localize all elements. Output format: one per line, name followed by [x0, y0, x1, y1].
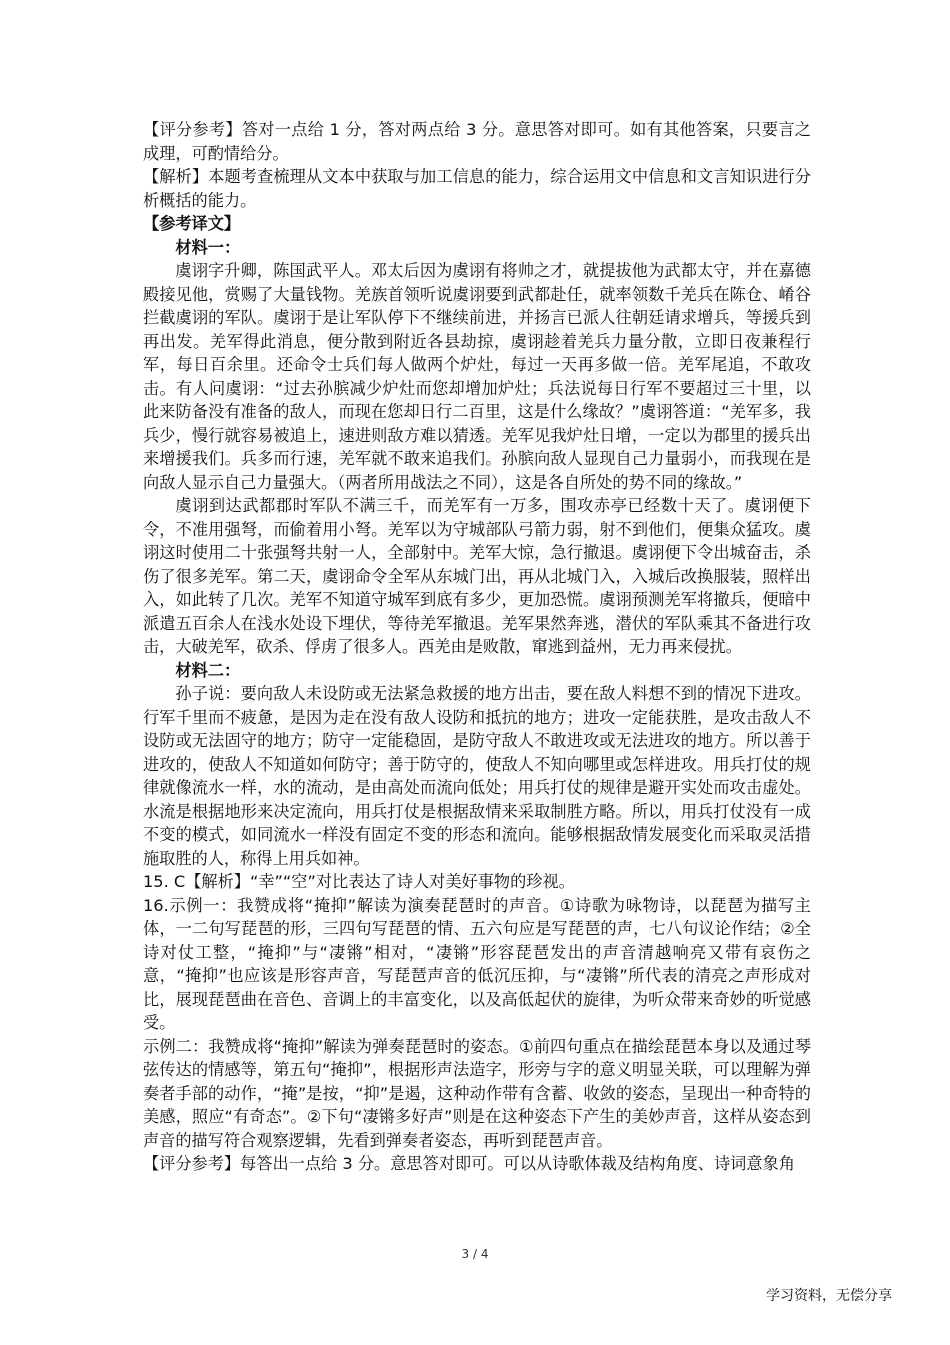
paragraph: 虞诩到达武都郡时军队不满三千，而羌军有一万多，围攻赤亭已经数十天了。虞诩便下令，不准用强弩，而偷着用小弩。羌军以为守城部队弓箭力弱，射不到他们，便集众猛攻。虞诩这时使用二十张强弩共射一人，全部射中。羌军大惊，急行撤退。虞诩便下令出城奋击，杀伤了很多羌军。第二天，虞诩命令全军从东城门出，再从北城门入，入城后改换服装，照样出入，如此转了几次。羌军不知道守城军到底有多少，更加恐慌。虞诩预测羌军将撤兵，便暗中派遣五百余人在浅水处设下埋伏，等待羌军撤退。羌军果然奔逃，潜伏的军队乘其不备进行攻击，大破羌军，砍杀、俘虏了很多人。西羌由是败散，窜逃到益州，无力再来侵扰。	[143, 496, 811, 656]
footer-note: 学习资料，无偿分享	[766, 1288, 892, 1304]
paragraph: 示例二：我赞成将“掩抑”解读为弹奏琵琶时的姿态。①前四句重点在描绘琵琶本身以及通过琴弦传达的情感等，第五句“掩抑”，根据形声法造字，形旁与字的意义明显关联，可以理解为弹奏者手部的动作，“掩”是按，“抑”是遏，这种动作带有含蓄、收敛的姿态，呈现出一种奇特的美感，照应“有奇态”。②下句“凄锵多好声”则是在这种姿态下产生的美妙声音，这样从姿态到声音的描写符合观察逻辑，先看到弹奏者姿态，再听到琵琶声音。	[143, 1036, 811, 1150]
document-body	[143, 118, 811, 1176]
paragraph: 孙子说：要向敌人未设防或无法紧急救援的地方出击，要在敌人料想不到的情况下进攻。行军千里而不疲惫，是因为走在没有敌人设防和抵抗的地方；进攻一定能获胜，是攻击敌人不设防或无法固守的地方；防守一定能稳固，是防守敌人不敢进攻或无法进攻的地方。所以善于进攻的，使敌人不知道如何防守；善于防守的，使敌人不知向哪里或怎样进攻。用兵打仗的规律就像流水一样，水的流动，是由高处而流向低处；用兵打仗的规律是避开实处而攻击虚处。水流是根据地形来决定流向，用兵打仗是根据敌情来采取制胜方略。所以，用兵打仗没有一成不变的模式，如同流水一样没有固定不变的形态和流向。能够根据敌情发展变化而采取灵活措施取胜的人，称得上用兵如神。	[143, 684, 811, 868]
page-number: 3 / 4	[461, 1247, 489, 1261]
paragraph: 材料二：	[175, 660, 241, 680]
paragraph: 15. C【解析】“幸”“空”对比表达了诗人对美好事物的珍视。	[143, 872, 575, 891]
paragraph: 【评分参考】答对一点给 1 分，答对两点给 3 分。意思答对即可。如有其他答案，只要言之成理，可酌情给分。	[143, 120, 811, 163]
paragraph: 材料一：	[175, 237, 241, 257]
paragraph: 16.示例一：我赞成将“掩抑”解读为演奏琵琶时的声音。①诗歌为咏物诗，以琵琶为描写主体，一二句写琵琶的形，三四句写琵琶的情、五六句应是写琵琶的声，七八句议论作结；②全诗对仗工整，“掩抑”与“凄锵”相对，“凄锵”形容琵琶发出的声音清越响亮又带有哀伤之意，“掩抑”也应该是形容声音，写琵琶声音的低沉压抑，与“凄锵”所代表的清亮之声形成对比，展现琵琶曲在音色、音调上的丰富变化，以及高低起伏的旋律，为听众带来奇妙的听觉感受。	[143, 895, 811, 1032]
paragraph: 【参考译文】	[143, 214, 241, 233]
paragraph: 【评分参考】每答出一点给 3 分。意思答对即可。可以从诗歌体裁及结构角度、诗词意象角	[143, 1154, 795, 1173]
paragraph: 【解析】本题考查梳理从文本中获取与加工信息的能力，综合运用文中信息和文言知识进行分析概括的能力。	[143, 167, 811, 210]
paragraph: 虞诩字升卿，陈国武平人。邓太后因为虞诩有将帅之才，就提拔他为武都太守，并在嘉德殿接见他，赏赐了大量钱物。羌族首领听说虞诩要到武都赴任，就率领数千羌兵在陈仓、崤谷拦截虞诩的军队。虞诩于是让军队停下不继续前进，并扬言已派人往朝廷请求增兵，等援兵到再出发。羌军得此消息，便分散到附近各县劫掠，虞诩趁着羌兵力量分散，立即日夜兼程行军，每日百余里。还命令士兵们每人做两个炉灶，每过一天再多做一倍。羌军尾追，不敢攻击。有人问虞诩：“过去孙膑减少炉灶而您却增加炉灶；兵法说每日行军不要超过三十里，以此来防备没有准备的敌人，而现在您却日行二百里，这是什么缘故？”虞诩答道：“羌军多，我兵少，慢行就容易被追上，速进则敌方难以猜透。羌军见我炉灶日增，一定以为郡里的援兵出来增援我们。兵多而行速，羌军就不敢来追我们。孙膑向敌人显现自己力量弱小，而我现在是向敌人显示自己力量强大。（两者所用战法之不同），这是各自所处的势不同的缘故。”	[143, 261, 811, 492]
